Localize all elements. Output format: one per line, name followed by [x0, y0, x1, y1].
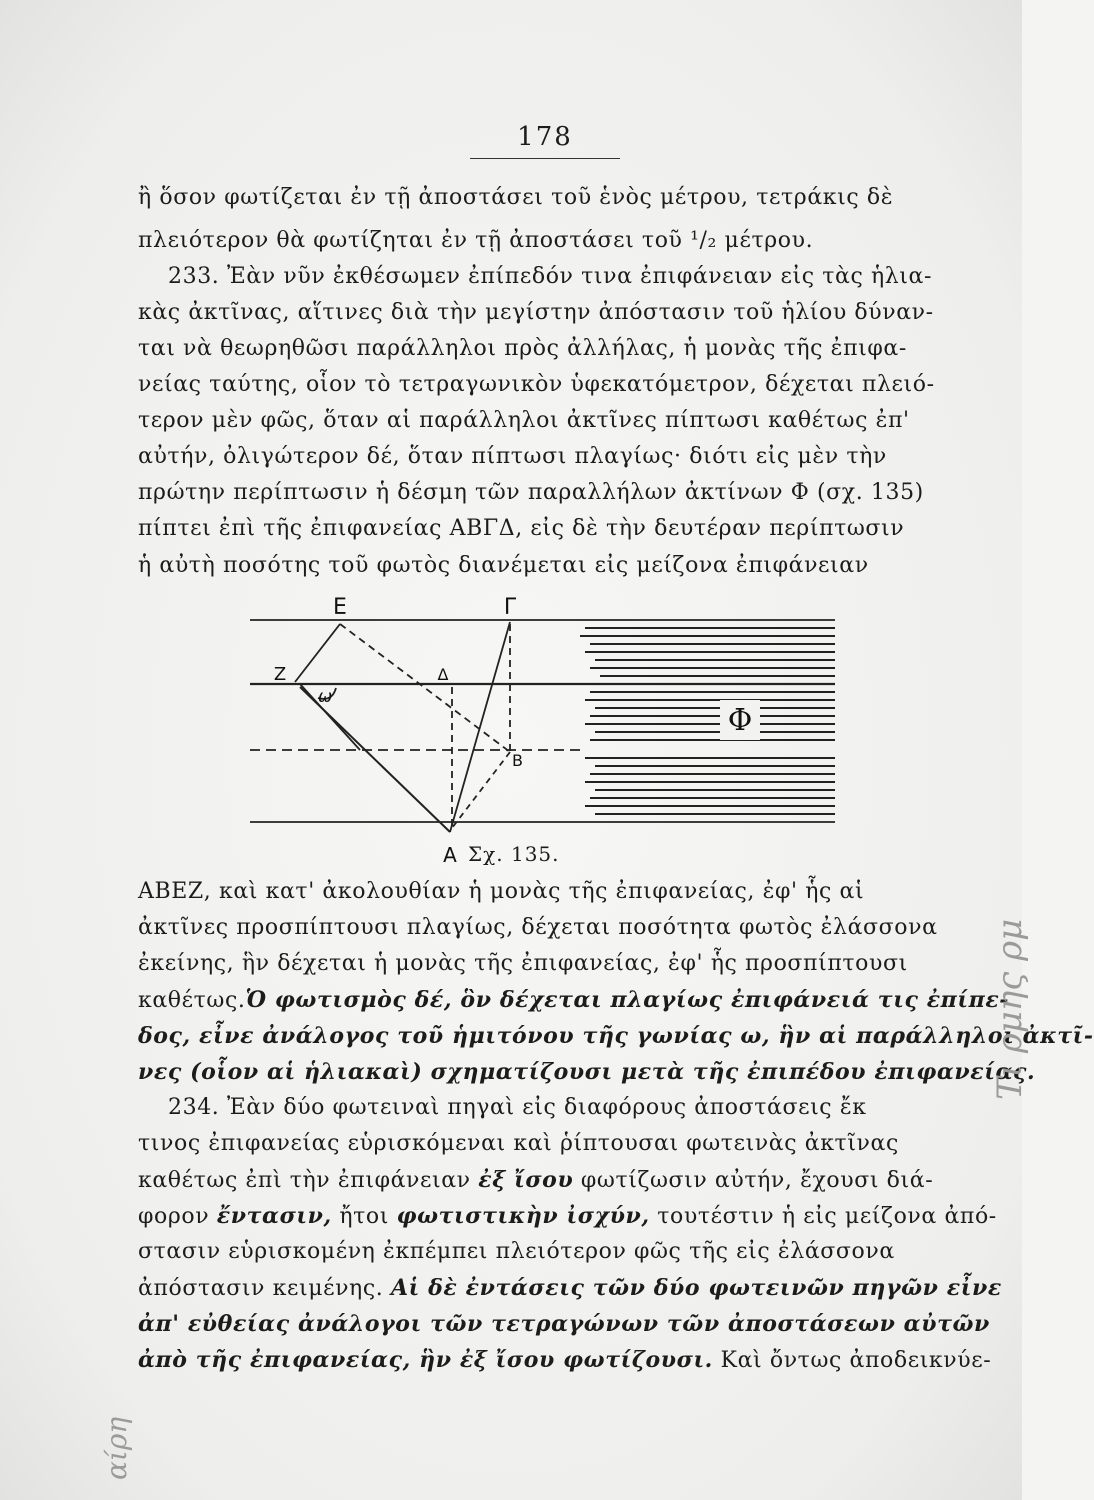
- text-line: ἐκείνης, ἣν δέχεται ἡ μονὰς τῆς ἐπιφανείας, ἐφ' ἧς προσπίπτουσι: [138, 951, 908, 976]
- theorem-line: νες (οἷον αἱ ἡλιακαὶ) σχηματίζουσι μετὰ τῆς ἐπιπέδου ἐπιφανείας.: [138, 1059, 1036, 1085]
- text-line: ἡ αὐτὴ ποσότης τοῦ φωτὸς διανέμεται εἰς μείζονα ἐπιφάνειαν: [138, 553, 869, 578]
- label-omega: ω: [318, 687, 333, 707]
- label-d: Δ: [437, 665, 449, 684]
- text-line: πλειότερον θὰ φωτίζηται ἐν τῇ ἀποστάσει τοῦ ¹/₂ μέτρου.: [138, 228, 814, 253]
- ray-g-a: [450, 622, 510, 832]
- dash-e-b: [340, 624, 510, 752]
- page-number: 178: [517, 122, 573, 152]
- text-line: [138, 1345, 992, 1376]
- label-a: Α: [443, 843, 457, 867]
- handwritten-margin-note-right: Τι ρμης ρμ: [990, 918, 1030, 1100]
- text-line: πρώτην περίπτωσιν ἡ δέσμη τῶν παραλλήλων ἀκτίνων Φ (σχ. 135): [138, 480, 924, 505]
- text-segment: φωτίζωσιν αὐτήν, ἔχουσι διά-: [580, 1168, 934, 1193]
- text-line: στασιν εὑρισκομένη ἐκπέμπει πλειότερον φῶς τῆς εἰς ἐλάσσονα: [138, 1239, 895, 1264]
- text-segment: ἤτοι: [339, 1204, 389, 1229]
- text-line: ται νὰ θεωρηθῶσι παράλληλοι πρὸς ἀλλήλας, ἡ μονὰς τῆς ἐπιφα-: [138, 336, 907, 361]
- text-line: ἢ ὅσον φωτίζεται ἐν τῇ ἀποστάσει τοῦ ἑνὸς μέτρου, τετράκις δὲ: [138, 185, 894, 210]
- text-line: αὐτήν, ὀλιγώτερον δέ, ὅταν πίπτωσι πλαγίως· διότι εἰς μὲν τὴν: [138, 444, 887, 469]
- text-line: νείας ταύτης, οἷον τὸ τετραγωνικὸν ὑφεκατόμετρον, δέχεται πλειό-: [138, 372, 935, 397]
- text-line: κὰς ἀκτῖνας, αἵτινες διὰ τὴν μεγίστην ἀπόστασιν τοῦ ἡλίου δύναν-: [138, 300, 934, 325]
- text-segment: Καὶ ὄντως ἀποδεικνύε-: [720, 1348, 992, 1373]
- theorem-text: Ὁ φωτισμὸς δέ, ὃν δέχεται πλαγίως ἐπιφάνειά τις ἐπίπε-: [245, 987, 1010, 1013]
- text-segment: καθέτως.: [138, 988, 246, 1013]
- text-line: [138, 985, 1010, 1016]
- text-line: πίπτει ἐπὶ τῆς ἐπιφανείας ΑΒΓΔ, εἰς δὲ τὴν δευτέραν περίπτωσιν: [138, 516, 905, 541]
- paragraph-233-start: 233. Ἐὰν νῦν ἐκθέσωμεν ἐπίπεδόν τινα ἐπιφάνειαν εἰς τὰς ἡλια-: [168, 264, 933, 289]
- page-number-rule: [470, 158, 620, 159]
- text-line: [138, 1165, 958, 1196]
- dash-b-a: [452, 752, 510, 828]
- figure-caption: Σχ. 135.: [468, 842, 560, 866]
- emphasis: ἔντασιν,: [216, 1203, 332, 1229]
- text-line: ΑΒΕΖ, καὶ κατ' ἀκολουθίαν ἡ μονὰς τῆς ἐπιφανείας, ἐφ' ἧς αἱ: [138, 879, 865, 904]
- text-line: [138, 1273, 1002, 1304]
- label-b: Β: [512, 751, 523, 770]
- figure-135: [240, 592, 840, 882]
- theorem-text: ἀπὸ τῆς ἐπιφανείας, ἣν ἐξ ἴσου φωτίζουσι.: [138, 1347, 713, 1373]
- label-z: Ζ: [273, 664, 287, 685]
- theorem-text: Αἱ δὲ ἐντάσεις τῶν δύο φωτεινῶν πηγῶν εἶνε: [390, 1275, 1002, 1301]
- label-g: Γ: [503, 595, 517, 620]
- text-segment: καθέτως ἐπὶ τὴν ἐπιφάνειαν: [138, 1168, 471, 1193]
- paragraph-234-start: 234. Ἐὰν δύο φωτειναὶ πηγαὶ εἰς διαφόρους ἀποστάσεις ἔκ: [168, 1095, 867, 1120]
- text-segment: φορον: [138, 1204, 210, 1229]
- text-segment: ἀπόστασιν κειμένης.: [138, 1276, 384, 1301]
- text-line: [138, 1201, 997, 1232]
- label-phi: Φ: [727, 703, 753, 738]
- text-segment: τουτέστιν ἡ εἰς μείζονα ἀπό-: [657, 1204, 997, 1229]
- ray-e-z: [295, 624, 340, 682]
- label-e: Ε: [333, 595, 347, 620]
- text-line: ἀκτῖνες προσπίπτουσι πλαγίως, δέχεται ποσότητα φωτὸς ἐλάσσονα: [138, 915, 938, 940]
- theorem-line: ἀπ' εὐθείας ἀνάλογοι τῶν τετραγώνων τῶν ἀποστάσεων αὐτῶν: [138, 1311, 990, 1337]
- light-beam-shading: [580, 628, 835, 814]
- text-line: τινος ἐπιφανείας εὑρισκόμεναι καὶ ῥίπτουσαι φωτεινὰς ἀκτῖνας: [138, 1131, 899, 1156]
- theorem-line: δος, εἶνε ἀνάλογος τοῦ ἡμιτόνου τῆς γωνίας ω, ἣν αἱ παράλληλοι ἀκτῖ-: [138, 1023, 1094, 1049]
- emphasis: ἐξ ἴσου: [478, 1167, 574, 1193]
- text-line: τερον μὲν φῶς, ὅταν αἱ παράλληλοι ἀκτῖνες πίπτωσι καθέτως ἐπ': [138, 408, 910, 433]
- handwritten-margin-note-left: αίρη: [100, 1416, 133, 1480]
- emphasis: φωτιστικὴν ἰσχύν,: [396, 1203, 650, 1229]
